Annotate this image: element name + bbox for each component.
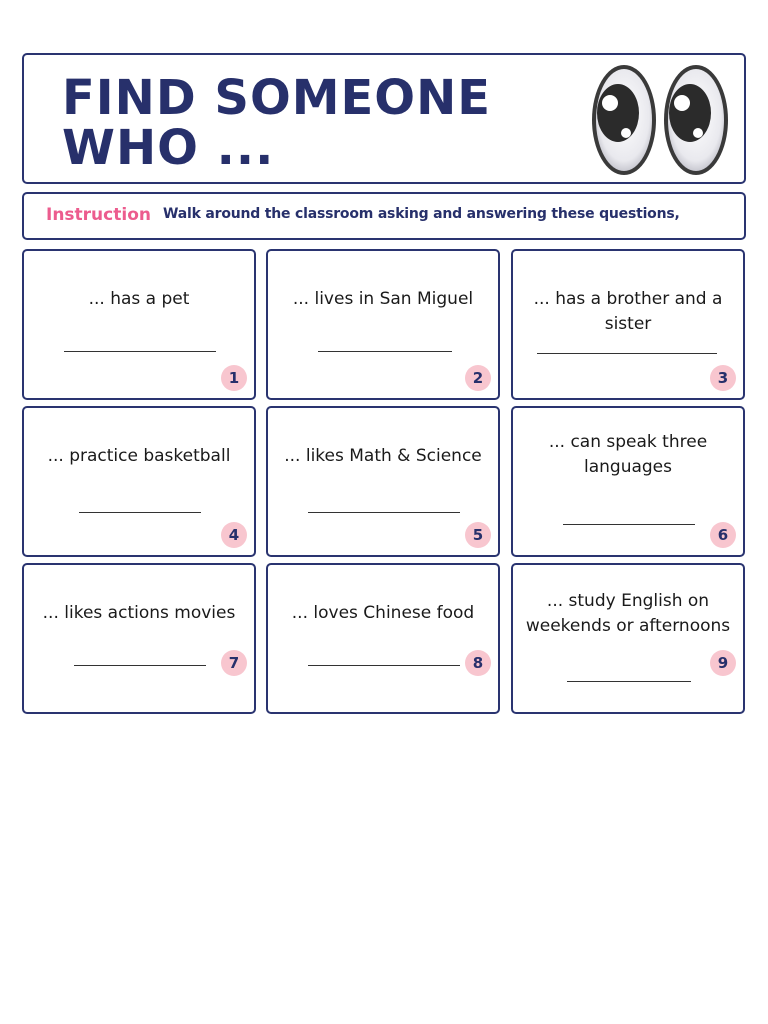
card-2: [266, 249, 500, 400]
answer-line[interactable]: [79, 512, 201, 513]
card-3: [511, 249, 745, 400]
number-badge: 4: [221, 522, 247, 548]
card-7: [22, 563, 256, 714]
title-line-1: FIND SOMEONE: [62, 70, 492, 126]
number-badge: 5: [465, 522, 491, 548]
title-line-2: WHO ...: [62, 120, 275, 176]
instruction-text: Walk around the classroom asking and answering these questions,: [163, 206, 680, 222]
card-prompt: ... has a brother and a sister: [533, 289, 723, 334]
card-prompt: ... likes Math & Science: [284, 446, 482, 466]
card-prompt: ... loves Chinese food: [291, 603, 475, 623]
card-6: [511, 406, 745, 557]
card-prompt: ... lives in San Miguel: [292, 289, 474, 309]
answer-line[interactable]: [308, 665, 460, 666]
eyes-icon: [588, 61, 732, 179]
number-badge: 7: [221, 650, 247, 676]
card-prompt: ... has a pet: [88, 289, 190, 309]
card-prompt: ... study English on weekends or afternoons: [525, 591, 731, 636]
answer-line[interactable]: [318, 351, 452, 352]
number-badge: 9: [710, 650, 736, 676]
card-8: [266, 563, 500, 714]
number-badge: 1: [221, 365, 247, 391]
instruction-box: [22, 192, 746, 240]
card-5: [266, 406, 500, 557]
answer-line[interactable]: [74, 665, 206, 666]
card-prompt: ... can speak three languages: [548, 432, 708, 477]
answer-line[interactable]: [563, 524, 695, 525]
card-1: [22, 249, 256, 400]
number-badge: 6: [710, 522, 736, 548]
card-4: [22, 406, 256, 557]
number-badge: 3: [710, 365, 736, 391]
instruction-label: Instruction: [46, 205, 151, 225]
card-prompt: ... likes actions movies: [42, 603, 236, 623]
number-badge: 8: [465, 650, 491, 676]
card-prompt: ... practice basketball: [47, 446, 231, 466]
card-9: [511, 563, 745, 714]
answer-line[interactable]: [64, 351, 216, 352]
answer-line[interactable]: [537, 353, 717, 354]
title-box: [22, 53, 746, 184]
number-badge: 2: [465, 365, 491, 391]
page-title: [62, 70, 492, 176]
answer-line[interactable]: [308, 512, 460, 513]
answer-line[interactable]: [567, 681, 691, 682]
